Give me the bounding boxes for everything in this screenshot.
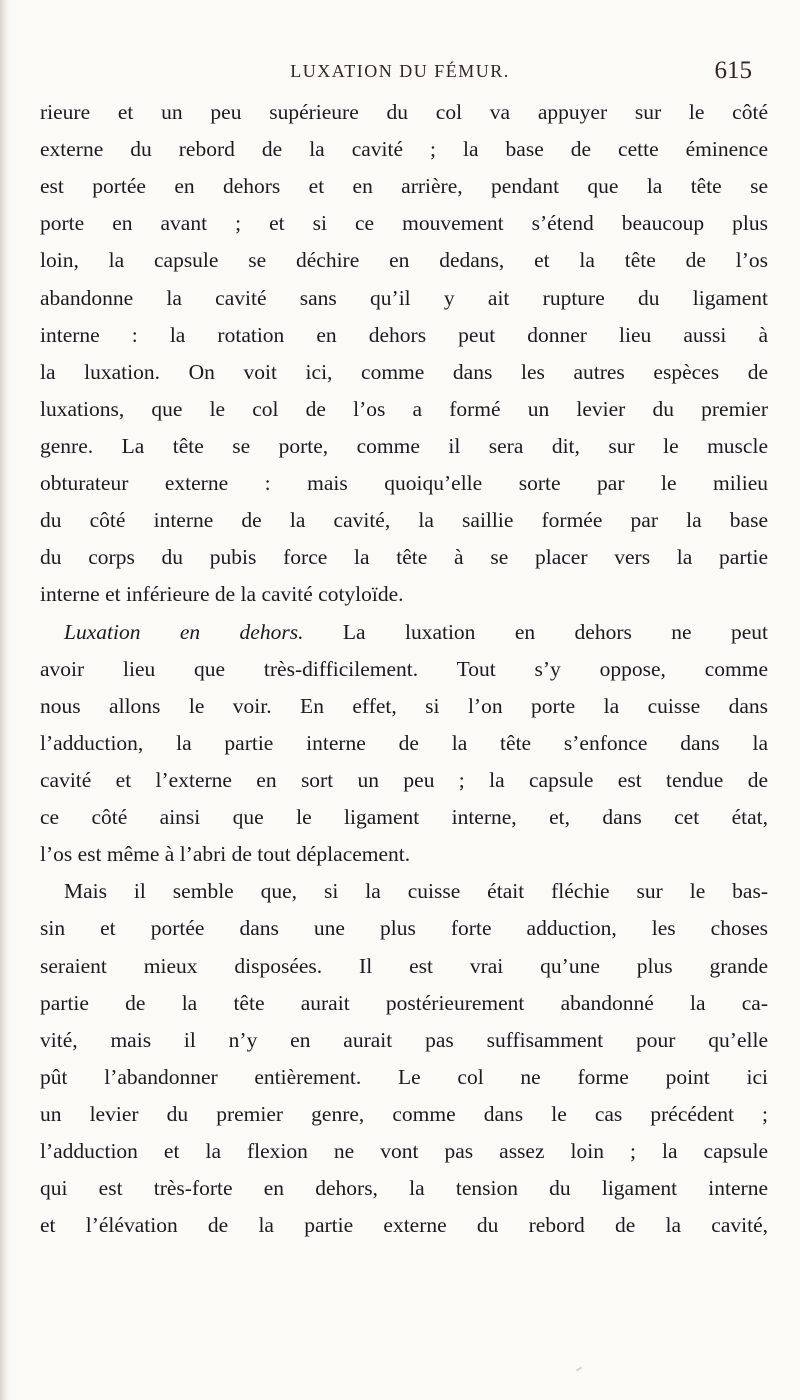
text-line: partie de la tête aurait postérieurement abandonné la ca-: [40, 990, 768, 1015]
text-line: est portée en dehors et en arrière, pendant que la tête se: [40, 174, 768, 199]
text-line: l’os est même à l’abri de tout déplacement.: [40, 842, 411, 867]
text-line: du corps du pubis force la tête à se placer vers la partie: [40, 545, 768, 570]
text-line: et l’élévation de la partie externe du rebord de la cavité,: [40, 1213, 768, 1238]
text-line: obturateur externe : mais quoiqu’elle sorte par le milieu: [40, 471, 768, 496]
text-line: l’adduction, la partie interne de la tête s’enfonce dans la: [40, 730, 768, 755]
text-line: interne et inférieure de la cavité cotyloïde.: [40, 582, 404, 607]
text-line: externe du rebord de la cavité ; la base de cette éminence: [40, 137, 768, 162]
body-text: [40, 94, 768, 1244]
section-line-text: La luxation en dehors ne peut: [303, 619, 768, 644]
text-line: du côté interne de la cavité, la saillie formée par la base: [40, 508, 768, 533]
running-head: LUXATION DU FÉMUR.: [290, 61, 510, 81]
section-heading-italic: Luxation en dehors.: [64, 619, 304, 644]
page-binding-edge: [0, 0, 10, 1400]
text-line: nous allons le voir. En effet, si l’on porte la cuisse dans: [40, 693, 768, 718]
text-line: avoir lieu que très-difficilement. Tout s’y oppose, comme: [40, 656, 768, 681]
text-line: Mais il semble que, si la cuisse était fléchie sur le bas-: [64, 879, 768, 904]
text-line: cavité et l’externe en sort un peu ; la capsule est tendue de: [40, 767, 768, 792]
text-line: abandonne la cavité sans qu’il y ait rupture du ligament: [40, 285, 768, 310]
section-line: [40, 614, 768, 651]
text-line: l’adduction et la flexion ne vont pas assez loin ; la capsule: [40, 1139, 768, 1164]
text-line: porte en avant ; et si ce mouvement s’étend beaucoup plus: [40, 211, 768, 236]
text-line: pût l’abandonner entièrement. Le col ne forme point ici: [40, 1064, 768, 1089]
text-line: seraient mieux disposées. Il est vrai qu’une plus grande: [40, 953, 768, 978]
paper-speck: [576, 1366, 582, 1371]
text-line: interne : la rotation en dehors peut donner lieu aussi à: [40, 322, 768, 347]
text-line: ce côté ainsi que le ligament interne, et, dans cet état,: [40, 805, 768, 830]
text-line: loin, la capsule se déchire en dedans, et la tête de l’os: [40, 248, 768, 273]
text-line: rieure et un peu supérieure du col va appuyer sur le côté: [40, 100, 768, 124]
page-header: [40, 57, 760, 89]
text-line: sin et portée dans une plus forte adduction, les choses: [40, 916, 768, 941]
text-line: luxations, que le col de l’os a formé un levier du premier: [40, 396, 768, 421]
text-line: vité, mais il n’y en aurait pas suffisamment pour qu’elle: [40, 1027, 768, 1052]
text-line: un levier du premier genre, comme dans le cas précédent ;: [40, 1101, 768, 1126]
page-number: 615: [714, 57, 752, 84]
text-line: qui est très-forte en dehors, la tension du ligament interne: [40, 1176, 768, 1201]
text-line: la luxation. On voit ici, comme dans les autres espèces de: [40, 359, 768, 384]
text-line: genre. La tête se porte, comme il sera dit, sur le muscle: [40, 433, 768, 458]
